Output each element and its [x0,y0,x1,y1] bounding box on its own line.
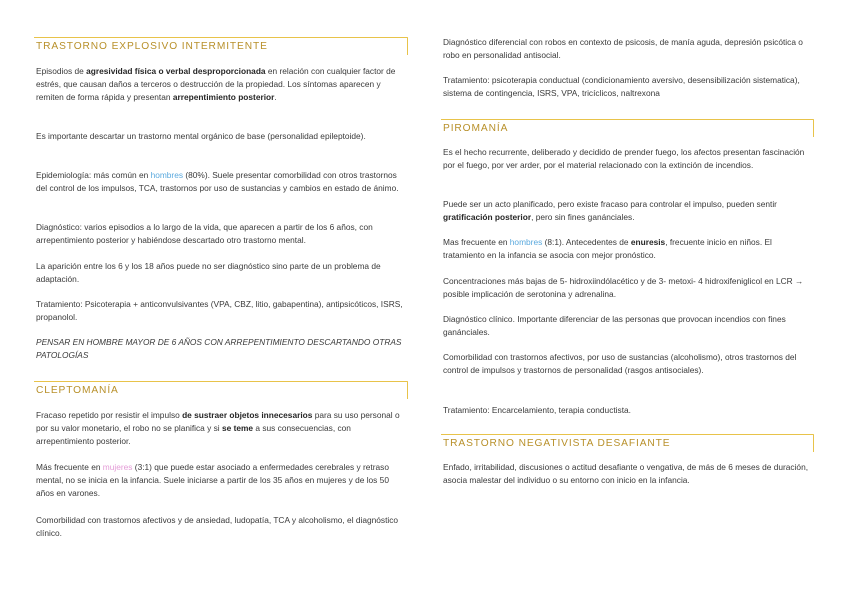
piro-paragraph-frequency: Mas frecuente en hombres (8:1). Antecedentes de enuresis, frecuente inicio en niños. El tratamiento en la infancia se asocia con mejor pronóstico. [443,237,772,261]
piro-paragraph-diagnosis: Diagnóstico clínico. Importante diferenciar de las personas que provocan incendios con fines ganánciales. [443,314,786,338]
section-title-cleptomania: CLEPTOMANÍA [36,385,119,396]
tei-paragraph-diagnosis: Diagnóstico: varios episodios a lo largo de la vida, que aparecen a partir de los 6 años, con arrepentimiento posterior y habiéndose descartado otro trastorno mental. [36,222,373,246]
tei-paragraph-summary: PENSAR EN HOMBRE MAYOR DE 6 AÑOS CON ARREPENTIMIENTO DESCARTANDO OTRAS PATOLOGÍAS [36,337,402,361]
piro-paragraph-planning: Puede ser un acto planificado, pero existe fracaso para controlar el impulso, pueden sentir gratificación posterior, pero sin fines ganánciales. [443,199,777,223]
piro-paragraph-treatment: Tratamiento: Encarcelamiento, terapia conductista. [443,405,631,415]
section-header-tnd [441,434,814,452]
piro-paragraph-definition: Es el hecho recurrente, deliberado y decidido de prender fuego, los afectos presentan fascinación por el fuego, por ver arder, por el material relacionado con la extinción de incendios. [443,147,805,171]
tei-paragraph-epidemiology: Epidemiología: más común en hombres (80%). Suele presentar comorbilidad con otros trastornos del control de los impulsos, TCA, trastornos por uso de sustancias y cambios en estado de ánimo. [36,170,399,194]
clepto-paragraph-treatment: Tratamiento: psicoterapia conductual (condicionamiento aversivo, desensibilización sistematica), sistema de contingencia, ISRS, VPA, tricíclicos, naltrexona [443,75,800,99]
piro-paragraph-comorbidity: Comorbilidad con trastornos afectivos, por uso de sustancias (alcoholismo), otros trastornos del control de impulsos y trastornos de personalidad (rasgos antisociales). [443,352,797,376]
clepto-paragraph-frequency: Más frecuente en mujeres (3:1) que puede estar asociado a enfermedades cerebrales y retraso mental, no se inicia en la infancia. Suele iniciarse a partir de los 35 años en mujeres y de los 50 años en varones. [36,462,389,499]
piro-paragraph-concentrations: Concentraciones más bajas de 5- hidroxiindólacético y de 3- metoxi- 4 hidroxifeniglicol en LCR → posible implicación de serotonina y adrenalina. [443,276,804,300]
section-header-cleptomania [34,381,408,399]
tei-paragraph-onset: La aparición entre los 6 y los 18 años puede no ser diagnóstico sino parte de un problema de adaptación. [36,261,381,285]
section-header-piromania [441,119,814,137]
section-title-tei: TRASTORNO EXPLOSIVO INTERMITENTE [36,41,268,52]
tei-paragraph-organic: Es importante descartar un trastorno mental orgánico de base (personalidad epileptoide). [36,131,366,141]
clepto-paragraph-comorbidity: Comorbilidad con trastornos afectivos y de ansiedad, ludopatía, TCA y alcoholismo, el diagnóstico clínico. [36,515,399,539]
section-title-tnd: TRASTORNO NEGATIVISTA DESAFIANTE [443,438,671,449]
tei-paragraph-treatment: Tratamiento: Psicoterapia + anticonvulsivantes (VPA, CBZ, litio, gabapentina), antipsicóticos, ISRS, propanolol. [36,299,403,323]
clepto-paragraph-definition: Fracaso repetido por resistir el impulso de sustraer objetos innecesarios para su uso personal o por su valor monetario, el robo no se planifica y si se teme a sus consecuencias, con arrepentimiento posterior. [36,410,400,447]
tnd-paragraph-definition: Enfado, irritabilidad, discusiones o actitud desafiante o vengativa, de más de 6 meses de duración, asocia malestar del individuo o su entorno con inicio en la infancia. [443,462,809,486]
section-title-piromania: PIROMANÍA [443,123,509,134]
clepto-paragraph-differential: Diagnóstico diferencial con robos en contexto de psicosis, de manía aguda, depresión psicótica o robo en personalidad antisocial. [443,37,803,61]
tei-paragraph-definition: Episodios de agresividad física o verbal desproporcionada en relación con cualquier factor de estrés, que causan daños a terceros o destrucción de la propiedad. Los síntomas aparecen y remiten de forma rápida y presentan arrepentimiento posterior. [36,66,396,103]
section-header-tei [34,37,408,55]
